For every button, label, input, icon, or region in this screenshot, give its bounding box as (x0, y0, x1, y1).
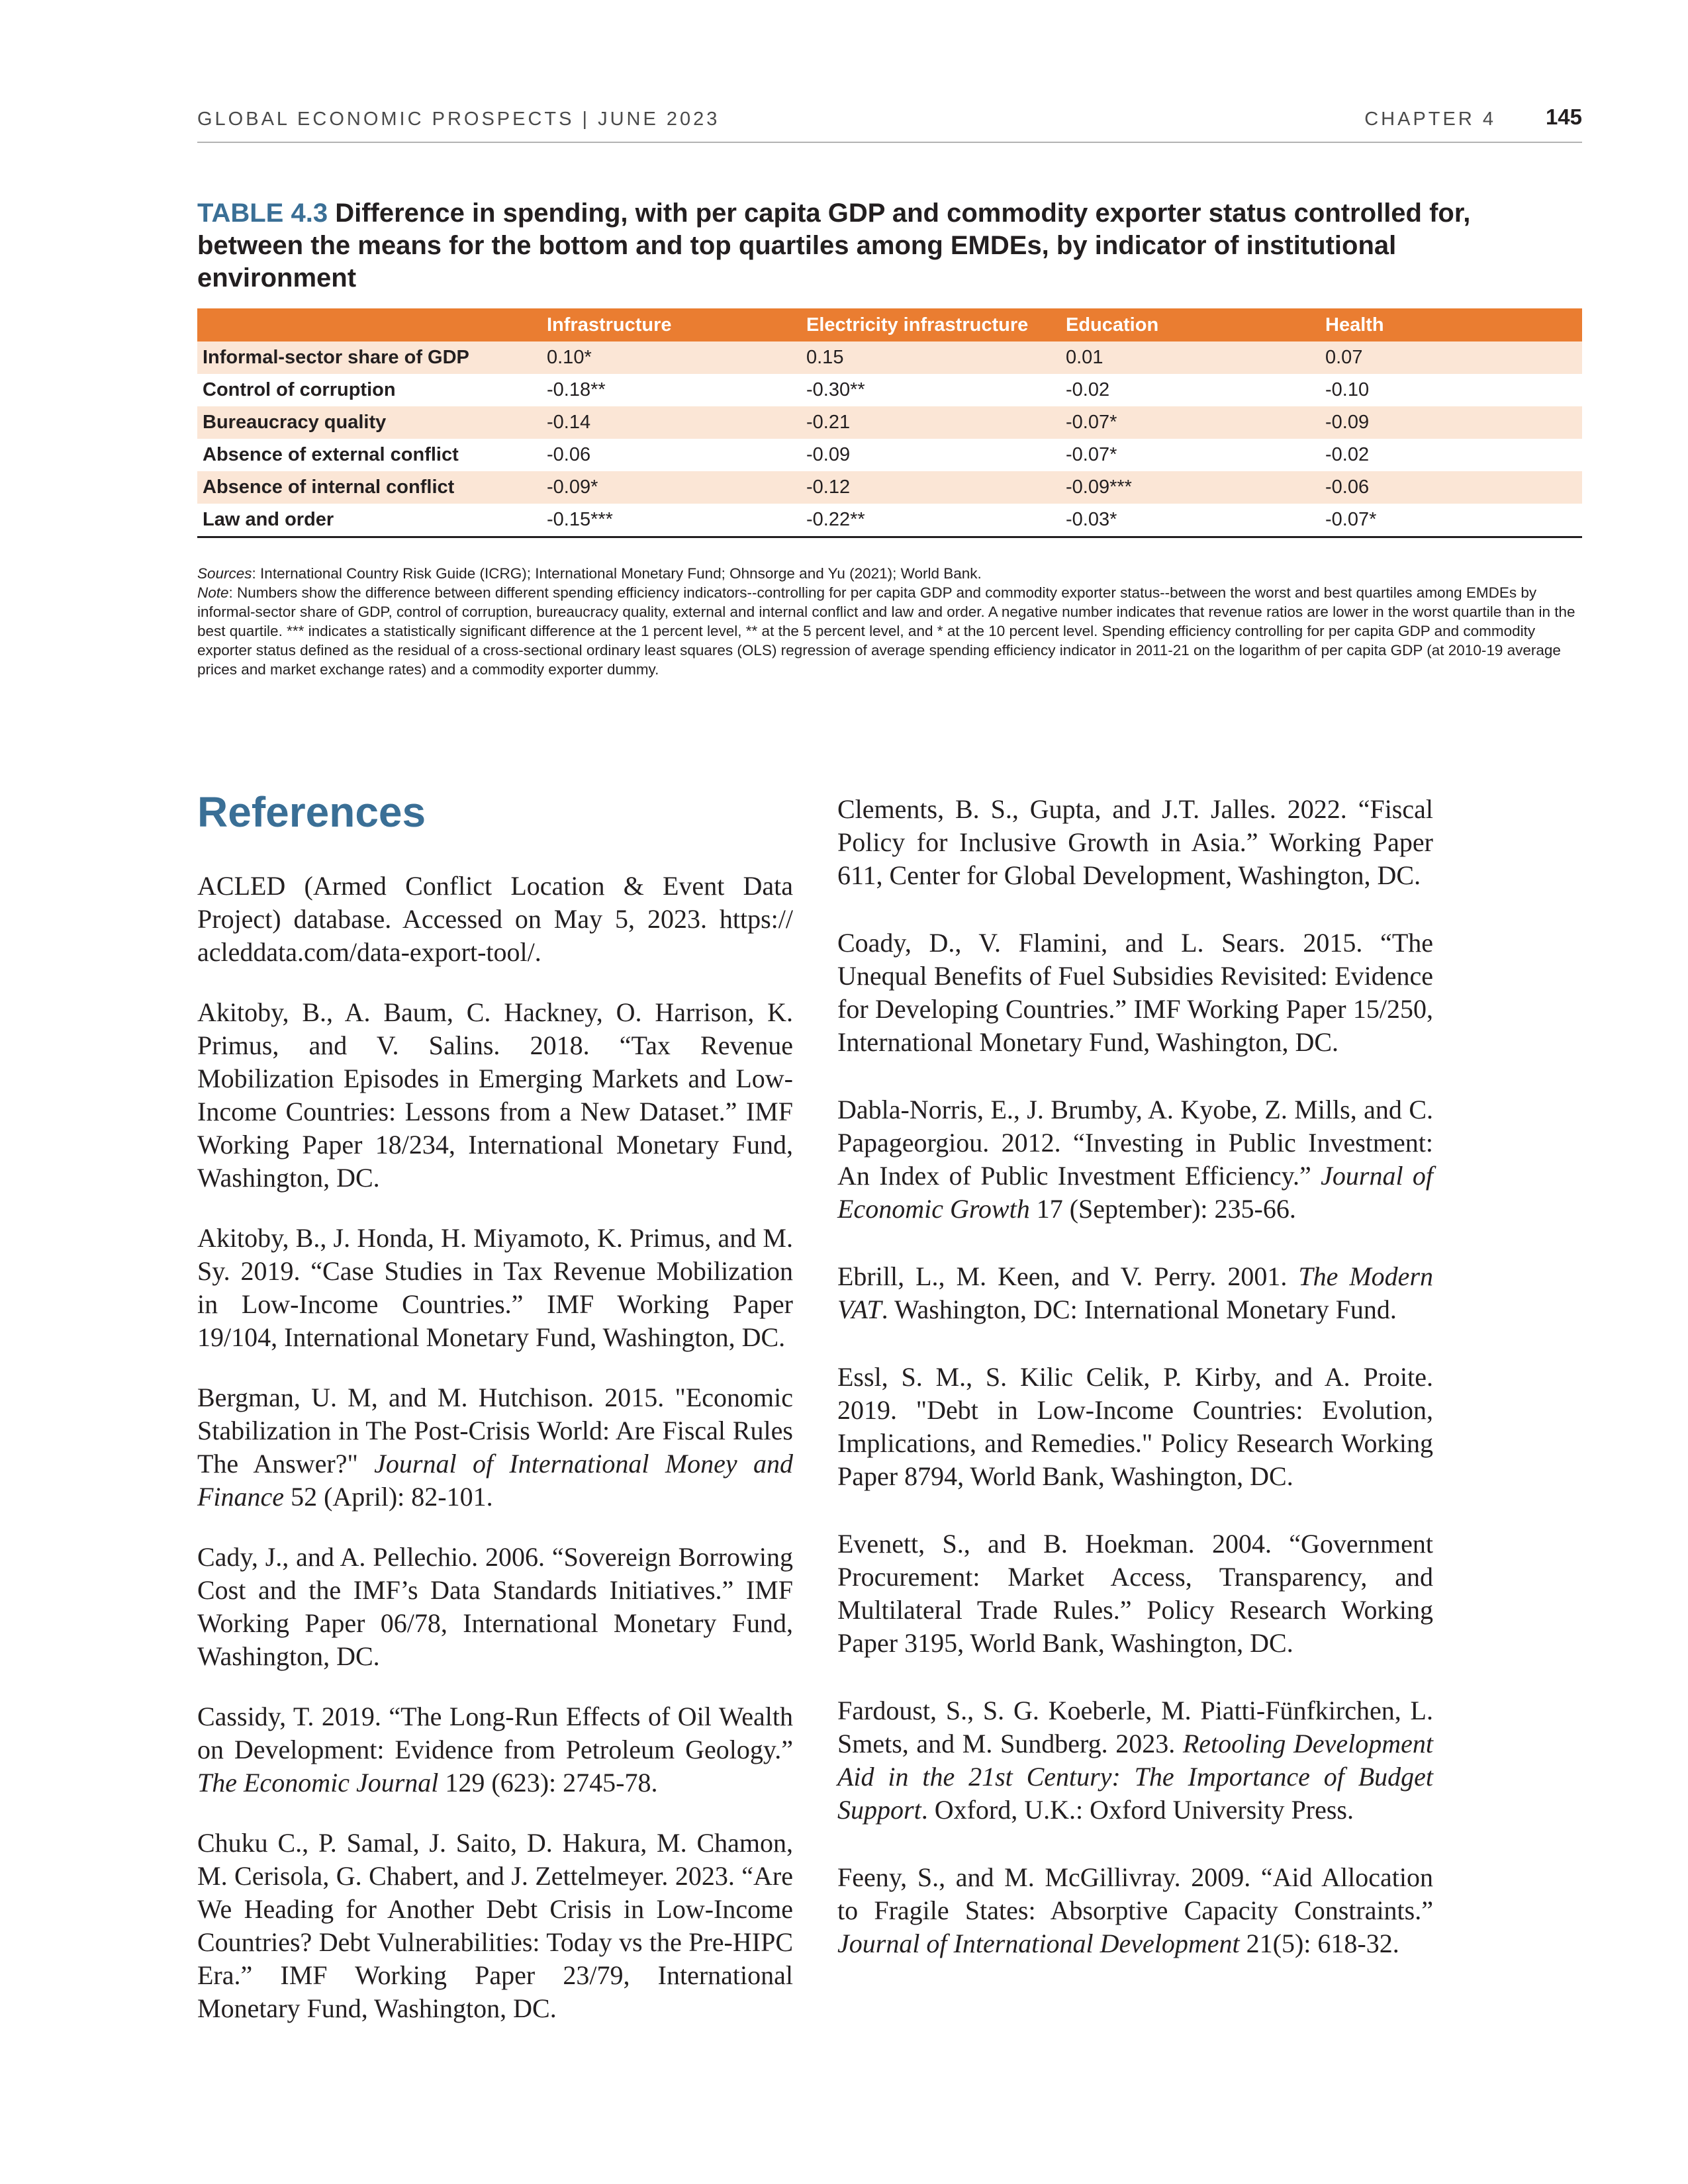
reference-entry: Akitoby, B., A. Baum, C. Hackney, O. Harrison, K. Primus, and V. Salins. 2018. “Tax Revenue Mobilization Episodes in Emerging Markets and Low-Income Countries: Lessons from a New Dataset.” IMF Working Paper 18/234, International Monetary Fund, Washington, DC. (197, 997, 793, 1193)
row-label: Informal-sector share of GDP (197, 341, 541, 374)
table-cell: 0.10* (541, 341, 801, 374)
column-header: Health (1320, 308, 1582, 341)
column-header: Education (1060, 308, 1320, 341)
references-heading: References (197, 788, 426, 836)
table-row (197, 406, 1582, 439)
reference-entry: Essl, S. M., S. Kilic Celik, P. Kirby, and A. Proite. 2019. "Debt in Low-Income Countries: Evolution, Implications, and Remedies." Policy Research Working Paper 8794, World Bank, Washington, DC. (837, 1362, 1433, 1491)
table-cell: -0.22** (806, 509, 865, 530)
reference-entry: ACLED (Armed Conflict Location & Event Data Project) database. Accessed on May 5, 2023. https:// acleddata.com/data-export-tool/. (197, 871, 793, 967)
reference-entry: Chuku C., P. Samal, J. Saito, D. Hakura, M. Chamon, M. Cerisola, G. Chabert, and J. Zettelmeyer. 2023. “Are We Heading for Another Debt Crisis in Low-Income Countries? Debt Vulnerabilities: Today vs the Pre-HIPC Era.” IMF Working Paper 23/79, International Monetary Fund, Washington, DC. (197, 1828, 793, 2023)
reference-entry: Dabla-Norris, E., J. Brumby, A. Kyobe, Z. Mills, and C. Papageorgiou. 2012. “Investing in Public Investment: An Index of Public Investment Efficiency.” Journal of Economic Growth 17 (September): 235-66. (837, 1095, 1434, 1224)
running-header (197, 105, 1582, 143)
reference-entry: Evenett, S., and B. Hoekman. 2004. “Government Procurement: Market Access, Transparency, and Multilateral Trade Rules.” Policy Research Working Paper 3195, World Bank, Washington, DC. (837, 1529, 1433, 1658)
publication-title: GLOBAL ECONOMIC PROSPECTS | JUNE 2023 (197, 109, 720, 130)
table-cell: 0.15 (801, 341, 1060, 374)
table-cell: -0.15*** (547, 509, 613, 530)
reference-entry: Clements, B. S., Gupta, and J.T. Jalles. 2022. “Fiscal Policy for Inclusive Growth in Asia.” Working Paper 611, Center for Global Development, Washington, DC. (837, 794, 1433, 890)
row-label: Control of corruption (203, 379, 396, 400)
note-label: Note (197, 584, 229, 601)
table-label: TABLE 4.3 (197, 199, 328, 228)
table-cell: -0.18** (547, 379, 606, 400)
table-cell: 0.07 (1320, 341, 1582, 374)
table-cell: -0.12 (801, 471, 1060, 504)
table-cell: -0.02 (1325, 444, 1370, 465)
table-cell: 0.01 (1060, 341, 1320, 374)
reference-entry: Feeny, S., and M. McGillivray. 2009. “Aid Allocation to Fragile States: Absorptive Capacity Constraints.” Journal of International Development 21(5): 618-32. (837, 1862, 1433, 1958)
sources-line (197, 564, 1582, 583)
table-row (197, 374, 1582, 406)
table-notes (197, 564, 1582, 679)
table-cell: -0.02 (1066, 379, 1110, 400)
row-label: Absence of internal conflict (197, 471, 541, 504)
references-right-column (837, 793, 1433, 1995)
row-label: Law and order (203, 509, 334, 530)
table-row (197, 504, 1582, 537)
table-row (197, 341, 1582, 374)
reference-entry: Bergman, U. M, and M. Hutchison. 2015. "Economic Stabilization in The Post-Crisis World: Are Fiscal Rules The Answer?" Journal of International Money and Finance 52 (April): 82-101. (197, 1383, 794, 1512)
table-cell: -0.30** (806, 379, 865, 400)
table-row (197, 439, 1582, 471)
table-cell: -0.10 (1325, 379, 1370, 400)
table-cell: -0.06 (1320, 471, 1582, 504)
table-cell: -0.07* (1325, 509, 1377, 530)
table-cell: -0.06 (547, 444, 591, 465)
reference-entry: Ebrill, L., M. Keen, and V. Perry. 2001. The Modern VAT. Washington, DC: International Monetary Fund. (837, 1261, 1434, 1324)
note-line (197, 583, 1582, 679)
column-header (197, 308, 541, 341)
table-cell: -0.07* (1066, 444, 1117, 465)
spending-difference-table (197, 308, 1582, 538)
reference-entry: Coady, D., V. Flamini, and L. Sears. 2015. “The Unequal Benefits of Fuel Subsidies Revisited: Evidence for Developing Countries.” IMF Working Paper 15/250, International Monetary Fund, Washington, DC. (837, 928, 1433, 1057)
references-left-column (197, 870, 793, 2052)
page-number: 145 (1545, 105, 1582, 129)
column-header: Infrastructure (541, 308, 801, 341)
table-cell: -0.09 (806, 444, 851, 465)
table-header-row (197, 308, 1582, 341)
sources-label: Sources (197, 565, 252, 582)
reference-entry: Fardoust, S., S. G. Koeberle, M. Piatti-Fünfkirchen, L. Smets, and M. Sundberg. 2023. Retooling Development Aid in the 21st Century: The Importance of Budget Support. Oxford, U.K.: Oxford University Press. (837, 1696, 1433, 1825)
table-cell: -0.21 (801, 406, 1060, 439)
note-text: : Numbers show the difference between different spending efficiency indicators--controlling for per capita GDP and commodity exporter status--between the worst and best quartiles among EMDEs by informal-sector share of GDP, control of corruption, bureaucracy quality, external and internal conflict and law and order. A negative number indicates that revenue ratios are lower in the worst quartile than in the best quartile. *** indicates a statistically significant difference at the 1 percent level, ** at the 5 percent level, and * at the 10 percent level. Spending efficiency controlling for per capita GDP and commodity exporter status defined as the residual of a cross-sectional ordinary least squares (OLS) regression of average spending efficiency indicator in 2011-21 on the logarithm of per capita GDP (at 2010-19 average prices and market exchange rates) and a commodity exporter dummy. (197, 584, 1575, 678)
table-caption: Difference in spending, with per capita GDP and commodity exporter status controlled for, between the means for the bottom and top quartiles among EMDEs, by indicator of institutional environment (197, 199, 1471, 293)
table-cell: -0.09 (1320, 406, 1582, 439)
sources-text: : International Country Risk Guide (ICRG); International Monetary Fund; Ohnsorge and Yu (2021); World Bank. (252, 565, 982, 582)
table-cell: -0.07* (1060, 406, 1320, 439)
row-label: Absence of external conflict (203, 444, 459, 465)
table-cell: -0.03* (1066, 509, 1117, 530)
table-cell: -0.09*** (1060, 471, 1320, 504)
table-title (197, 197, 1561, 295)
reference-entry: Akitoby, B., J. Honda, H. Miyamoto, K. Primus, and M. Sy. 2019. “Case Studies in Tax Revenue Mobilization in Low-Income Countries.” IMF Working Paper 19/104, International Monetary Fund, Washington, DC. (197, 1223, 793, 1352)
reference-entry: Cady, J., and A. Pellechio. 2006. “Sovereign Borrowing Cost and the IMF’s Data Standards Initiatives.” IMF Working Paper 06/78, International Monetary Fund, Washington, DC. (197, 1542, 793, 1671)
table-cell: -0.14 (541, 406, 801, 439)
table-row (197, 471, 1582, 504)
row-label: Bureaucracy quality (197, 406, 541, 439)
chapter-label: CHAPTER 4 (1364, 109, 1496, 130)
column-header: Electricity infrastructure (801, 308, 1060, 341)
reference-entry: Cassidy, T. 2019. “The Long-Run Effects of Oil Wealth on Development: Evidence from Petroleum Geology.” The Economic Journal 129 (623): 2745-78. (197, 1702, 793, 1797)
table-cell: -0.09* (541, 471, 801, 504)
